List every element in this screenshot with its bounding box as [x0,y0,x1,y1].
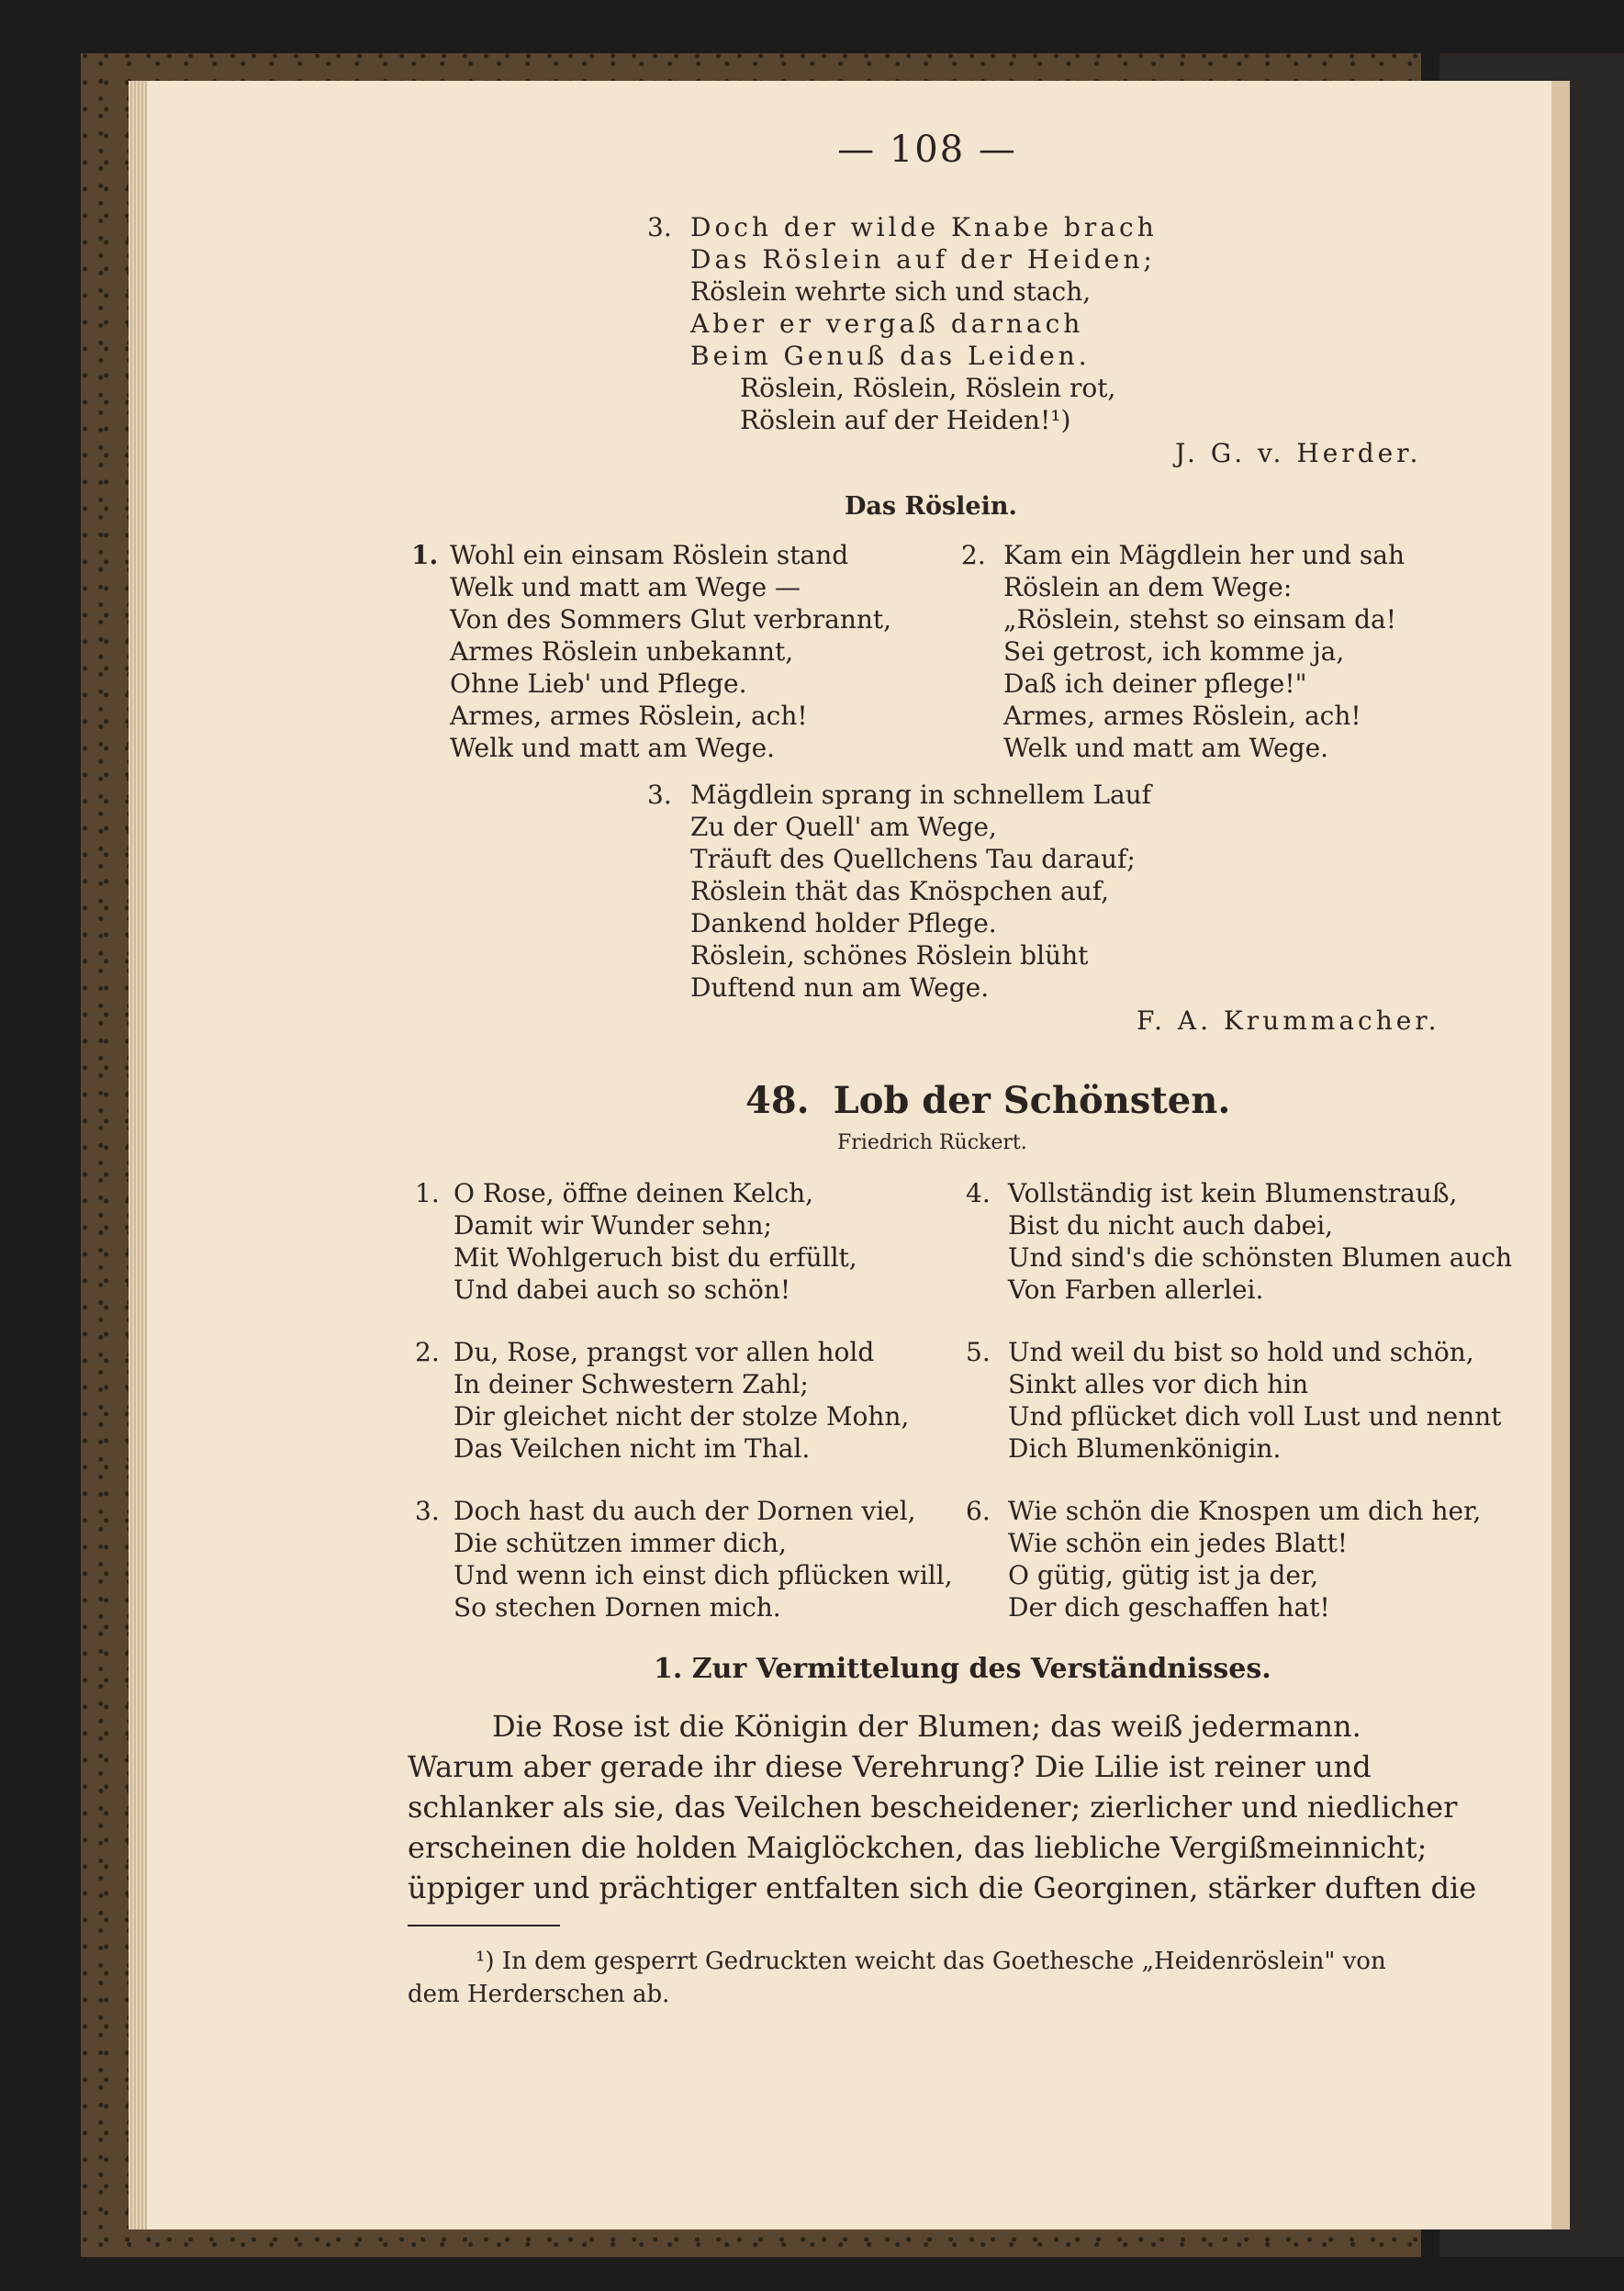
prose-line: Die Rose ist die Königin der Blumen; das weiß jedermann. [492,1709,1361,1744]
verse-line: Doch der wilde Knabe brach [690,212,1158,242]
verse-line: Duftend nun am Wege. [690,972,990,1003]
verse-line: Wohl ein einsam Röslein stand [450,540,849,570]
verse-line: Dir gleichet nicht der stolze Mohn, [454,1401,910,1432]
verse-line: Sinkt alles vor dich hin [1008,1369,1309,1399]
verse-line: Dich Blumenkönigin. [1008,1433,1282,1464]
verse-line: Welk und matt am Wege — [450,572,801,602]
page-gutter [1551,81,1570,2229]
poem-title: Das Röslein. [845,492,1017,521]
prose-line: schlanker als sie, das Veilchen bescheidener; zierlicher und niedlicher [408,1790,1458,1825]
stanza-number: 3. [647,780,672,810]
verse-line: Vollständig ist kein Blumenstrauß, [1008,1178,1458,1208]
stanza-number: 6. [966,1496,991,1526]
verse-line: Und wenn ich einst dich pflücken will, [454,1560,953,1590]
verse-line: Von des Sommers Glut verbrannt, [450,604,892,635]
verse-line: Armes, armes Röslein, ach! [450,701,808,731]
verse-line: Daß ich deiner pflege!" [1003,668,1307,699]
stanza-number: 3. [647,212,672,242]
verse-line: Und pflücket dich voll Lust und nennt [1008,1401,1502,1432]
verse-line: Welk und matt am Wege. [1003,733,1329,763]
poem-number: 48. [745,1079,810,1122]
verse-line: Von Farben allerlei. [1008,1275,1264,1305]
verse-line: Die schützen immer dich, [454,1528,787,1558]
verse-line: Dankend holder Pflege. [690,908,997,938]
prose-line: Warum aber gerade ihr diese Verehrung? Die Lilie ist reiner und [408,1749,1372,1784]
stanza-number: 1. [415,1178,440,1208]
prose-line: erscheinen die holden Maiglöckchen, das liebliche Vergißmeinnicht; [408,1830,1428,1865]
verse-line: Doch hast du auch der Dornen viel, [454,1496,916,1526]
verse-line: Und dabei auch so schön! [454,1275,791,1305]
verse-line: So stechen Dornen mich. [454,1592,781,1623]
verse-line: Aber er vergaß darnach [690,309,1084,339]
verse-line: Du, Rose, prangst vor allen hold [454,1337,875,1367]
verse-line: O gütig, gütig ist ja der, [1008,1560,1319,1590]
poem-author: Friedrich Rückert. [837,1131,1027,1154]
verse-line: Beim Genuß das Leiden. [690,341,1091,371]
verse-line: Röslein wehrte sich und stach, [690,276,1092,307]
verse-line: Röslein an dem Wege: [1003,572,1293,602]
stanza-number: 2. [415,1337,440,1367]
verse-line: Das Veilchen nicht im Thal. [454,1433,811,1464]
verse-line: Armes, armes Röslein, ach! [1003,701,1361,731]
verse-line: Mit Wohlgeruch bist du erfüllt, [454,1242,857,1273]
verse-line: Röslein, schönes Röslein blüht [690,940,1089,971]
verse-line: Ohne Lieb' und Pflege. [450,668,747,699]
verse-line: Zu der Quell' am Wege, [690,812,997,842]
poem-heading [745,1079,1230,1122]
page-number: — 108 — [837,129,1017,171]
refrain-line: Röslein auf der Heiden!¹) [740,405,1071,435]
stanza-number: 4. [966,1178,991,1208]
verse-line: Der dich geschaffen hat! [1008,1592,1330,1623]
prose-line: üppiger und prächtiger entfalten sich die Georginen, stärker duften die [408,1870,1477,1905]
stanza-number: 2. [961,540,986,570]
footnote-line: dem Herderschen ab. [408,1981,670,2008]
refrain-line: Röslein, Röslein, Röslein rot, [740,373,1116,403]
stanza-number: 3. [415,1496,440,1526]
verse-line: Träuft des Quellchens Tau darauf; [690,844,1136,874]
verse-line: Das Röslein auf der Heiden; [690,244,1156,275]
verse-line: Damit wir Wunder sehn; [454,1210,772,1241]
verse-line: Wie schön ein jedes Blatt! [1008,1528,1349,1558]
footnote-line: ¹) In dem gesperrt Gedruckten weicht das Goethesche „Heidenröslein" von [476,1948,1386,1975]
verse-line: In deiner Schwestern Zahl; [454,1369,809,1399]
poem-title: Lob der Schönsten. [833,1079,1231,1122]
verse-line: Welk und matt am Wege. [450,733,776,763]
verse-line: Kam ein Mägdlein her und sah [1003,540,1406,570]
verse-line: Mägdlein sprang in schnellem Lauf [690,780,1152,810]
section-heading: 1. Zur Vermittelung des Verständnisses. [654,1653,1271,1685]
verse-line: O Rose, öffne deinen Kelch, [454,1178,814,1208]
footnote-rule [408,1925,560,1926]
verse-line: Sei getrost, ich komme ja, [1003,636,1345,667]
verse-line: Röslein thät das Knöspchen auf, [690,876,1110,906]
verse-line: Und sind's die schönsten Blumen auch [1008,1242,1513,1273]
verse-line: „Röslein, stehst so einsam da! [1003,604,1396,635]
verse-line: Bist du nicht auch dabei, [1008,1210,1334,1241]
poem-author: J. G. v. Herder. [1175,438,1422,468]
stanza-number: 5. [966,1337,991,1367]
verse-line: Und weil du bist so hold und schön, [1008,1337,1474,1367]
verse-line: Wie schön die Knospen um dich her, [1008,1496,1482,1526]
verse-line: Armes Röslein unbekannt, [450,636,794,667]
poem-author: F. A. Krummacher. [1137,1005,1440,1036]
stanza-number: 1. [411,540,439,570]
